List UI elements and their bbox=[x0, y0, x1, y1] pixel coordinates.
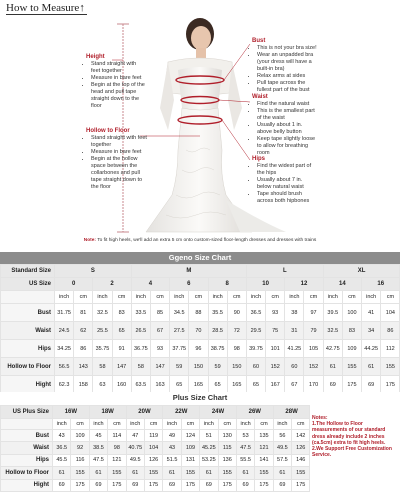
measure-value: 42.75 bbox=[323, 340, 342, 358]
measure-value: 88 bbox=[189, 304, 208, 322]
plus-measure-row bbox=[1, 430, 310, 442]
notes-title: Notes: bbox=[312, 415, 328, 421]
plus-measure-value: 36.5 bbox=[53, 442, 71, 454]
measure-value: 27.5 bbox=[170, 322, 189, 340]
plus-measure-value: 135 bbox=[255, 430, 273, 442]
heels-note-text: To fit high heels, we'll add an extra 5 cm onto custom-sized floor-length dresses and dresses with trains bbox=[97, 238, 317, 243]
measure-value: 60 bbox=[285, 358, 304, 376]
plus-chart-title: Plus Size Chart bbox=[0, 392, 400, 404]
measure-value: 98 bbox=[227, 340, 246, 358]
measure-value: 28.5 bbox=[208, 322, 227, 340]
measure-value: 65 bbox=[170, 376, 189, 394]
hollow-instruction: • Measure in bare feet bbox=[91, 149, 150, 156]
bust-instruction: • Wear an unpadded bra (your dress will have a built-in bra) bbox=[257, 52, 318, 73]
measure-value: 39.75 bbox=[246, 340, 265, 358]
plus-unit-row bbox=[1, 419, 310, 430]
plus-measure-value: 146 bbox=[292, 454, 310, 466]
measure-value: 38 bbox=[285, 304, 304, 322]
plus-measure-value: 43 bbox=[53, 430, 71, 442]
plus-measure-value: 141 bbox=[255, 454, 273, 466]
measure-value: 33.5 bbox=[131, 304, 150, 322]
plus-measure-value: 49 bbox=[163, 430, 181, 442]
plus-measure-value: 116 bbox=[71, 454, 89, 466]
measure-value: 34 bbox=[362, 322, 381, 340]
size-group-m: M bbox=[131, 265, 246, 278]
plus-measure-value: 109 bbox=[181, 442, 199, 454]
unit-inch: inch bbox=[273, 419, 291, 430]
measure-value: 163 bbox=[150, 376, 169, 394]
waist-instruction: • Keep tape slightly loose to allow for breathing room bbox=[257, 136, 318, 157]
unit-inch: inch bbox=[236, 419, 254, 430]
standard-size-row bbox=[1, 265, 400, 278]
plus-measure-value: 155 bbox=[292, 467, 310, 479]
plus-measure-row-label: Waist bbox=[1, 442, 53, 454]
plus-measure-value: 114 bbox=[108, 430, 126, 442]
unit-cm: cm bbox=[71, 419, 89, 430]
plus-measure-value: 119 bbox=[144, 430, 162, 442]
plus-measure-row-label: Bust bbox=[1, 430, 53, 442]
measure-value: 165 bbox=[189, 376, 208, 394]
measure-value: 59 bbox=[208, 358, 227, 376]
unit-cm: cm bbox=[304, 291, 323, 304]
plus-measure-value: 98 bbox=[108, 442, 126, 454]
measure-value: 63 bbox=[93, 376, 112, 394]
unit-inch: inch bbox=[163, 419, 181, 430]
measure-value: 62.3 bbox=[55, 376, 74, 394]
plus-measure-value: 61 bbox=[126, 467, 144, 479]
plus-measure-value: 69 bbox=[89, 479, 107, 491]
model-dress-illustration bbox=[0, 0, 400, 236]
measure-value: 147 bbox=[150, 358, 169, 376]
measure-row bbox=[1, 376, 400, 394]
plus-measure-value: 130 bbox=[218, 430, 236, 442]
measure-value: 160 bbox=[112, 376, 131, 394]
plus-measure-value: 43 bbox=[163, 442, 181, 454]
us-size-cell: 10 bbox=[246, 278, 284, 291]
plus-measure-value: 155 bbox=[108, 467, 126, 479]
plus-measure-value: 49.5 bbox=[273, 442, 291, 454]
measure-value: 34.5 bbox=[170, 304, 189, 322]
standard-size-label: Standard Size bbox=[1, 265, 55, 278]
standard-size-table bbox=[0, 264, 400, 394]
measure-value: 32.5 bbox=[93, 304, 112, 322]
plus-measure-value: 155 bbox=[255, 467, 273, 479]
measure-value: 90 bbox=[227, 304, 246, 322]
size-group-l: L bbox=[246, 265, 323, 278]
measure-value: 56.5 bbox=[55, 358, 74, 376]
heels-note bbox=[0, 238, 400, 243]
plus-size-table bbox=[0, 405, 310, 492]
measure-value: 83 bbox=[342, 322, 361, 340]
measure-value: 32.5 bbox=[323, 322, 342, 340]
waist-heading: Waist bbox=[252, 94, 268, 100]
notes-line: 1.The Hollow to Floor measurements of our standard dress already include 2 inches (ca.5cm) extra to fit high heels. bbox=[312, 421, 386, 446]
plus-measure-value: 124 bbox=[181, 430, 199, 442]
measure-row bbox=[1, 340, 400, 358]
hollow-instruction: • Begin at the hollow space between the collarbones and pull tape straight down to the floor bbox=[91, 156, 150, 191]
measure-value: 65 bbox=[246, 376, 265, 394]
standard-chart-title: Ggeno Size Chart bbox=[0, 252, 400, 264]
measure-value: 75 bbox=[266, 322, 285, 340]
plus-measure-value: 175 bbox=[144, 479, 162, 491]
plus-measure-value: 69 bbox=[126, 479, 144, 491]
measure-value: 79 bbox=[304, 322, 323, 340]
unit-cm: cm bbox=[74, 291, 93, 304]
measure-value: 41.25 bbox=[285, 340, 304, 358]
unit-cm: cm bbox=[189, 291, 208, 304]
us-size-row bbox=[1, 278, 400, 291]
unit-cm: cm bbox=[150, 291, 169, 304]
measure-value: 36.75 bbox=[131, 340, 150, 358]
plus-measure-value: 47.5 bbox=[236, 442, 254, 454]
measure-value: 35.75 bbox=[93, 340, 112, 358]
hips-instructions bbox=[252, 156, 318, 205]
measure-value: 38.75 bbox=[208, 340, 227, 358]
unit-inch: inch bbox=[208, 291, 227, 304]
measure-value: 39.5 bbox=[323, 304, 342, 322]
hollow-instructions bbox=[86, 128, 150, 191]
measure-value: 61 bbox=[362, 358, 381, 376]
plus-measure-value: 104 bbox=[144, 442, 162, 454]
measure-value: 81 bbox=[74, 304, 93, 322]
measure-value: 37.75 bbox=[170, 340, 189, 358]
measure-value: 69 bbox=[362, 376, 381, 394]
plus-measure-value: 109 bbox=[71, 430, 89, 442]
plus-measure-value: 126 bbox=[292, 442, 310, 454]
us-size-cell: 14 bbox=[323, 278, 361, 291]
plus-measure-value: 121 bbox=[255, 442, 273, 454]
unit-inch: inch bbox=[246, 291, 265, 304]
plus-measure-value: 126 bbox=[144, 454, 162, 466]
measure-value: 155 bbox=[381, 358, 400, 376]
plus-measure-value: 38.5 bbox=[89, 442, 107, 454]
measure-value: 155 bbox=[342, 358, 361, 376]
plus-measure-value: 142 bbox=[292, 430, 310, 442]
measure-row-label: Hollow to Floor bbox=[1, 358, 55, 376]
unit-inch: inch bbox=[93, 291, 112, 304]
plus-measure-row bbox=[1, 467, 310, 479]
unit-inch: inch bbox=[126, 419, 144, 430]
measure-value: 109 bbox=[342, 340, 361, 358]
measure-value: 31.75 bbox=[55, 304, 74, 322]
bust-heading: Bust bbox=[252, 38, 266, 44]
measure-value: 67 bbox=[285, 376, 304, 394]
measure-value: 70 bbox=[189, 322, 208, 340]
unit-inch: inch bbox=[323, 291, 342, 304]
unit-inch: inch bbox=[131, 291, 150, 304]
plus-measure-row bbox=[1, 442, 310, 454]
plus-measure-value: 61 bbox=[53, 467, 71, 479]
plus-measure-value: 175 bbox=[292, 479, 310, 491]
plus-size-cell: 28W bbox=[273, 406, 310, 419]
plus-measure-value: 53.25 bbox=[200, 454, 218, 466]
measure-row bbox=[1, 358, 400, 376]
us-size-cell: 16 bbox=[362, 278, 400, 291]
measure-value: 59 bbox=[170, 358, 189, 376]
measure-value: 58 bbox=[131, 358, 150, 376]
measure-value: 31 bbox=[285, 322, 304, 340]
measure-value: 72 bbox=[227, 322, 246, 340]
unit-cm: cm bbox=[381, 291, 400, 304]
plus-measure-value: 61 bbox=[89, 467, 107, 479]
waist-instructions bbox=[252, 94, 318, 157]
plus-size-cell: 16W bbox=[53, 406, 90, 419]
height-instruction: • Begin at the top of the head and pull tape straight down to the floor bbox=[91, 82, 146, 110]
height-instruction: • Measure in bare feet bbox=[91, 75, 146, 82]
measure-value: 58 bbox=[93, 358, 112, 376]
bust-instruction: • Pull tape across the fullest part of the bust bbox=[257, 80, 318, 94]
measure-value: 143 bbox=[74, 358, 93, 376]
unit-cm: cm bbox=[181, 419, 199, 430]
measure-value: 101 bbox=[266, 340, 285, 358]
measure-row-label: Hight bbox=[1, 376, 55, 394]
waist-instruction: • Find the natural waist bbox=[257, 101, 318, 108]
measure-value: 175 bbox=[381, 376, 400, 394]
plus-measure-value: 51.5 bbox=[163, 454, 181, 466]
unit-cm: cm bbox=[112, 291, 131, 304]
measure-value: 100 bbox=[342, 304, 361, 322]
measure-value: 35.5 bbox=[208, 304, 227, 322]
measure-value: 34.25 bbox=[55, 340, 74, 358]
measure-value: 104 bbox=[381, 304, 400, 322]
plus-measure-value: 155 bbox=[218, 467, 236, 479]
plus-measure-value: 53 bbox=[236, 430, 254, 442]
measure-value: 63.5 bbox=[131, 376, 150, 394]
measure-value: 152 bbox=[304, 358, 323, 376]
notes-box bbox=[312, 415, 398, 479]
unit-inch: inch bbox=[89, 419, 107, 430]
measure-value: 91 bbox=[112, 340, 131, 358]
plus-measure-value: 61 bbox=[273, 467, 291, 479]
plus-measure-value: 57.5 bbox=[273, 454, 291, 466]
unit-cm: cm bbox=[266, 291, 285, 304]
us-size-cell: 0 bbox=[55, 278, 93, 291]
plus-measure-value: 69 bbox=[53, 479, 71, 491]
plus-measure-value: 155 bbox=[181, 467, 199, 479]
plus-measure-value: 175 bbox=[255, 479, 273, 491]
waist-instruction: • This is the smallest part of the waist bbox=[257, 108, 318, 122]
unit-inch: inch bbox=[362, 291, 381, 304]
measure-value: 67 bbox=[150, 322, 169, 340]
measure-value: 25.5 bbox=[93, 322, 112, 340]
measure-value: 93 bbox=[266, 304, 285, 322]
plus-size-cell: 26W bbox=[236, 406, 273, 419]
unit-cm: cm bbox=[108, 419, 126, 430]
measure-value: 150 bbox=[227, 358, 246, 376]
measure-value: 93 bbox=[150, 340, 169, 358]
measure-value: 44.25 bbox=[362, 340, 381, 358]
us-size-cell: 2 bbox=[93, 278, 131, 291]
measure-row-label: Hips bbox=[1, 340, 55, 358]
unit-cm: cm bbox=[342, 291, 361, 304]
measure-value: 152 bbox=[266, 358, 285, 376]
plus-unit-row-label bbox=[1, 419, 53, 430]
plus-measure-value: 175 bbox=[108, 479, 126, 491]
plus-measure-row-label: Hollow to Floor bbox=[1, 467, 53, 479]
bust-instruction: • This is not your bra size! bbox=[257, 45, 318, 52]
measure-value: 86 bbox=[74, 340, 93, 358]
plus-measure-value: 47.5 bbox=[89, 454, 107, 466]
plus-measure-value: 115 bbox=[218, 442, 236, 454]
measure-value: 60 bbox=[246, 358, 265, 376]
measure-value: 65 bbox=[208, 376, 227, 394]
unit-inch: inch bbox=[285, 291, 304, 304]
unit-inch: inch bbox=[53, 419, 71, 430]
plus-measure-value: 69 bbox=[236, 479, 254, 491]
plus-measure-value: 47 bbox=[126, 430, 144, 442]
hips-instruction: • Find the widest part of the hips bbox=[257, 163, 318, 177]
measure-value: 158 bbox=[74, 376, 93, 394]
plus-measure-value: 61 bbox=[236, 467, 254, 479]
height-heading: Height bbox=[86, 54, 105, 60]
plus-size-cell: 20W bbox=[126, 406, 163, 419]
height-instruction: • Stand straight with feet together bbox=[91, 61, 146, 75]
measure-value: 167 bbox=[266, 376, 285, 394]
plus-measure-row-label: Hips bbox=[1, 454, 53, 466]
plus-measure-value: 69 bbox=[163, 479, 181, 491]
measure-value: 112 bbox=[381, 340, 400, 358]
hips-heading: Hips bbox=[252, 156, 266, 162]
unit-inch: inch bbox=[55, 291, 74, 304]
measure-value: 36.5 bbox=[246, 304, 265, 322]
measure-value: 105 bbox=[304, 340, 323, 358]
plus-size-cell: 22W bbox=[163, 406, 200, 419]
measure-value: 97 bbox=[304, 304, 323, 322]
measure-value: 86 bbox=[381, 322, 400, 340]
measure-value: 165 bbox=[227, 376, 246, 394]
plus-size-cell: 24W bbox=[200, 406, 237, 419]
hollow-heading: Hollow to Floor bbox=[86, 128, 130, 134]
bust-instruction: • Relax arms at sides bbox=[257, 73, 318, 80]
measure-value: 175 bbox=[342, 376, 361, 394]
heels-note-prefix: Note: bbox=[83, 238, 96, 243]
measure-value: 41 bbox=[362, 304, 381, 322]
unit-cm: cm bbox=[292, 419, 310, 430]
waist-instruction: • Usually about 1 in. above belly button bbox=[257, 122, 318, 136]
size-group-xl: XL bbox=[323, 265, 400, 278]
bust-instructions bbox=[252, 38, 318, 94]
measure-value: 24.5 bbox=[55, 322, 74, 340]
plus-measure-row bbox=[1, 479, 310, 491]
plus-measure-value: 131 bbox=[181, 454, 199, 466]
hips-instruction: • Usually about 7 in. below natural waist bbox=[257, 177, 318, 191]
unit-cm: cm bbox=[255, 419, 273, 430]
plus-measure-value: 45.25 bbox=[200, 442, 218, 454]
measure-value: 61 bbox=[323, 358, 342, 376]
measure-value: 83 bbox=[112, 304, 131, 322]
us-size-cell: 8 bbox=[208, 278, 246, 291]
unit-cm: cm bbox=[144, 419, 162, 430]
plus-measure-value: 175 bbox=[71, 479, 89, 491]
us-size-cell: 4 bbox=[131, 278, 169, 291]
measure-row bbox=[1, 322, 400, 340]
unit-row-label bbox=[1, 291, 55, 304]
unit-cm: cm bbox=[218, 419, 236, 430]
plus-size-cell: 18W bbox=[89, 406, 126, 419]
plus-measure-value: 175 bbox=[218, 479, 236, 491]
measure-row bbox=[1, 304, 400, 322]
plus-measure-value: 45 bbox=[89, 430, 107, 442]
measure-row-label: Waist bbox=[1, 322, 55, 340]
plus-measure-value: 121 bbox=[108, 454, 126, 466]
measure-value: 65 bbox=[112, 322, 131, 340]
us-size-cell: 12 bbox=[285, 278, 323, 291]
plus-measure-value: 40.75 bbox=[126, 442, 144, 454]
height-instructions bbox=[86, 54, 146, 110]
us-size-label: US Size bbox=[1, 278, 55, 291]
measure-value: 62 bbox=[74, 322, 93, 340]
plus-measure-row-label: Hight bbox=[1, 479, 53, 491]
us-size-cell: 6 bbox=[170, 278, 208, 291]
plus-measure-row bbox=[1, 454, 310, 466]
plus-measure-value: 45.5 bbox=[53, 454, 71, 466]
plus-measure-value: 92 bbox=[71, 442, 89, 454]
measure-value: 69 bbox=[323, 376, 342, 394]
plus-measure-value: 49.5 bbox=[126, 454, 144, 466]
unit-cm: cm bbox=[227, 291, 246, 304]
unit-inch: inch bbox=[170, 291, 189, 304]
unit-inch: inch bbox=[200, 419, 218, 430]
plus-measure-value: 69 bbox=[273, 479, 291, 491]
plus-measure-value: 56 bbox=[273, 430, 291, 442]
measure-row-label: Bust bbox=[1, 304, 55, 322]
measure-value: 150 bbox=[189, 358, 208, 376]
size-group-s: S bbox=[55, 265, 132, 278]
plus-measure-value: 175 bbox=[181, 479, 199, 491]
measure-value: 26.5 bbox=[131, 322, 150, 340]
us-plus-size-label: US Plus Size bbox=[1, 406, 53, 419]
plus-measure-value: 136 bbox=[218, 454, 236, 466]
hips-instruction: • Tape should brush across both hipbones bbox=[257, 191, 318, 205]
unit-row bbox=[1, 291, 400, 304]
plus-measure-value: 61 bbox=[200, 467, 218, 479]
plus-measure-value: 51 bbox=[200, 430, 218, 442]
notes-line: 2.We Support Free Customization Service. bbox=[312, 446, 392, 459]
plus-measure-value: 55.5 bbox=[236, 454, 254, 466]
measure-value: 85 bbox=[150, 304, 169, 322]
us-plus-size-row bbox=[1, 406, 310, 419]
plus-measure-value: 69 bbox=[200, 479, 218, 491]
measure-value: 29.5 bbox=[246, 322, 265, 340]
plus-measure-value: 61 bbox=[163, 467, 181, 479]
measure-value: 147 bbox=[112, 358, 131, 376]
hollow-instruction: • Stand straight with feet together bbox=[91, 135, 150, 149]
measure-value: 170 bbox=[304, 376, 323, 394]
how-to-measure-title: How to Measure↑ bbox=[6, 2, 85, 14]
plus-measure-value: 155 bbox=[71, 467, 89, 479]
plus-measure-value: 155 bbox=[144, 467, 162, 479]
measure-value: 96 bbox=[189, 340, 208, 358]
